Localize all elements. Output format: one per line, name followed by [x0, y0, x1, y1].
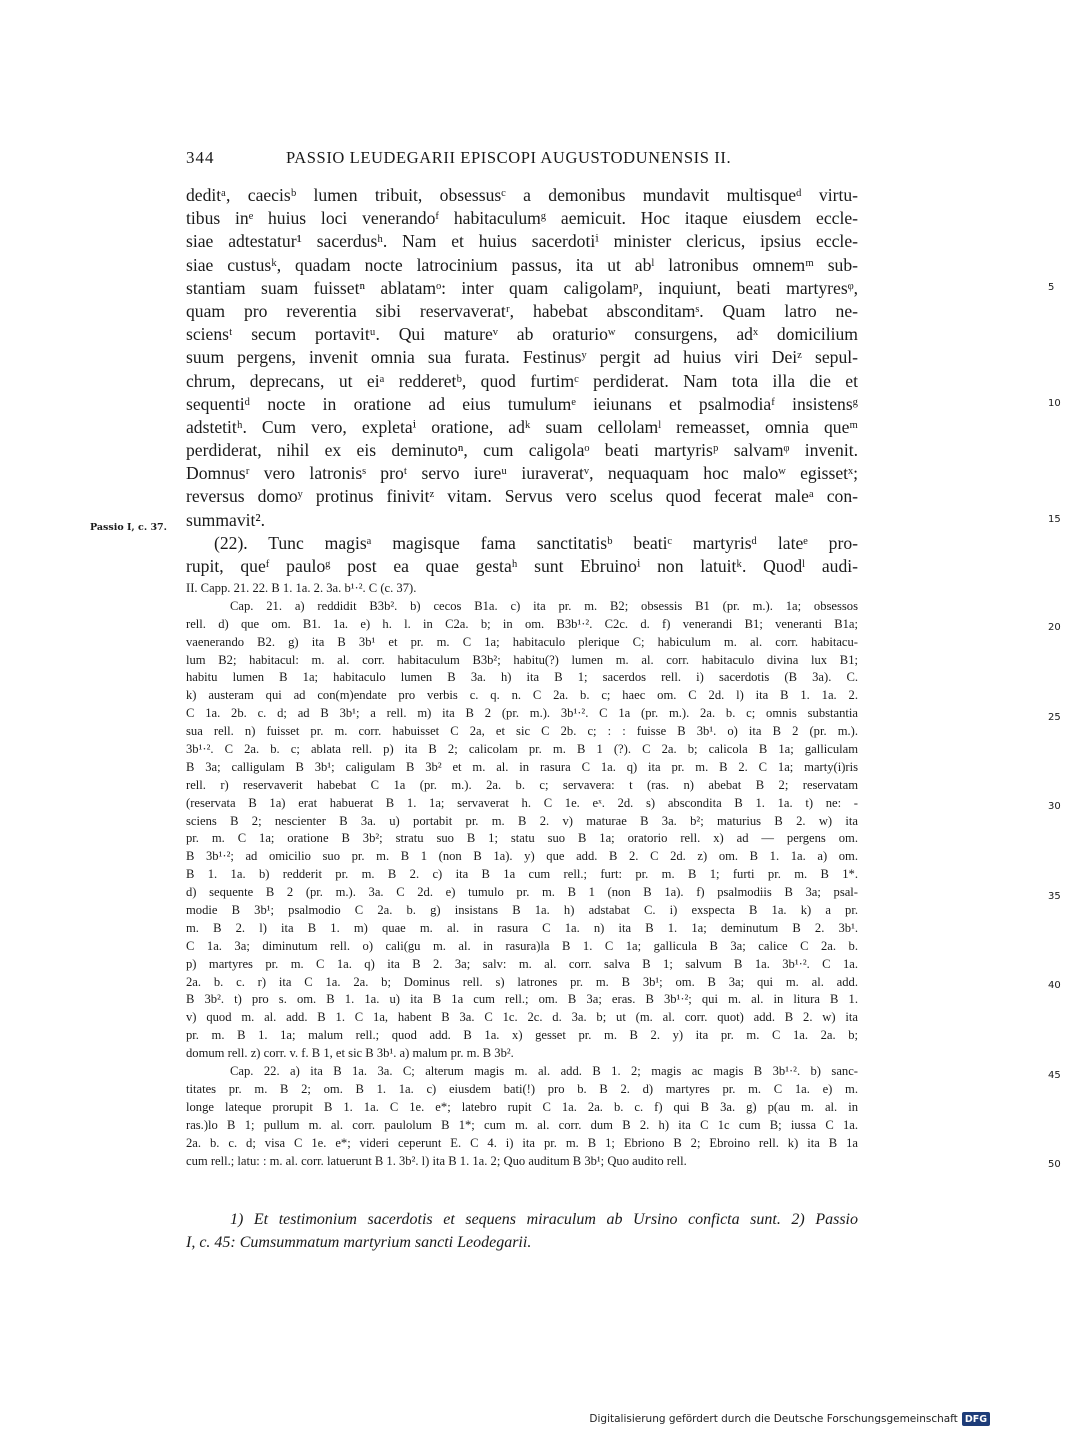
text-line: Domnusʳ vero latronisˢ proᵗ servo iureᵘ iuraveratᵛ, nequaquam hoc maloʷ egissetˣ; [186, 463, 858, 484]
line-number: 50 [1048, 1159, 1061, 1170]
dfg-logo-icon: DFG [962, 1412, 990, 1426]
line-number: 40 [1048, 980, 1061, 991]
apparatus-line: titates pr. m. B 2; om. B 1. 1a. c) eiusdem bati(!) pro b. B 2. d) martyres pr. m. C 1a. e) m. [186, 1081, 858, 1096]
apparatus-line: Cap. 22. a) ita B 1a. 3a. C; alterum magis m. al. add. B 1. 2; magis ac magis B 3b¹·². b) sanc- [230, 1064, 858, 1079]
margin-note: Passio I, c. 37. [90, 522, 167, 533]
apparatus-line: lum B2; habitacul: m. al. corr. habitaculum B3b²; habitu(?) lumen m. al. corr. habitaculo divina lux B1; [186, 652, 858, 667]
apparatus-line: C 1a. 2b. c. d; ad B 3b¹; a rell. m) ita B 2 (pr. m.). 3b¹·². C 1a (pr. m.). 2a. b. c; omnis substantia [186, 706, 858, 721]
digitization-footer [589, 1412, 990, 1426]
apparatus-line: rell. r) reservaverit habebat C 1a (pr. m.). 2a. b. c; servavera: t (ras. n) abebat B 2; reservatam [186, 777, 858, 792]
page-header [186, 148, 852, 172]
apparatus-line: sua rell. n) fuisset pr. m. corr. habuisset C 2a, et sic C 2b. c; : : fuisse B 3b¹. o) ita B 2 (pr. m.). [186, 724, 858, 739]
running-title: PASSIO LEUDEGARII EPISCOPI AUGUSTODUNENSIS II. [286, 148, 732, 167]
text-line: quam pro reverentia sibi reservaveratʳ, habebat absconditamˢ. Quam latro ne- [186, 300, 858, 321]
apparatus-line: 3b¹·². C 2a. b. c; ablata rell. p) ita B 2; calicolam pr. m. B 1 (?). C 2a. b; calicola B 1a; galliculam [186, 742, 858, 757]
line-number: 20 [1048, 622, 1061, 633]
apparatus-line: sciens B 2; nescienter B 3a. u) portabit pr. m. B 2. v) maturae B 3a. b²; maturius B 2. w) ita [186, 813, 858, 828]
footnotes [186, 1208, 858, 1254]
apparatus-line: (reservata B 1a) erat habuerat B 1. 1a; servaverat h. C 1e. eˣ. 2d. s) abscondita B 1. 1a. t) ne: - [186, 795, 858, 810]
text-line: summavit². [186, 509, 266, 530]
apparatus-line: B 3b². t) pro s. om. B 1. 1a. u) ita B 1a cum rell.; om. B 3a; eras. B 3b¹·²; qui m. al. in litura B 1. [186, 992, 858, 1007]
text-line: siae custusᵏ, quadam nocte latrocinium passus, ita ut abˡ latronibus omnemᵐ sub- [186, 254, 858, 275]
apparatus-line: m. B 2. l) ita B 1. m) quae m. al. in rasura C 1a. n) ita B 1. 1a; deminutum B 2. 3b¹. [186, 920, 858, 935]
apparatus-line: pr. m. B 1. 1a; malum rell.; quod add. B 1a. x) gesset pr. m. B 2. y) ita pr. m. C 1a. 2a. b; [186, 1028, 858, 1043]
page-number: 344 [186, 148, 215, 167]
text-line: deditᵃ, caecisᵇ lumen tribuit, obsessusᶜ a demonibus mundavit multisqueᵈ virtu- [186, 185, 858, 205]
text-line: siae adtestatur¹ sacerdusʰ. Nam et huius sacerdotiⁱ minister clericus, ipsius eccle- [186, 231, 858, 252]
footnote-line: 1) Et testimonium sacerdotis et sequens miraculum ab Ursino conficta sunt. 2) Passio [230, 1211, 858, 1228]
text-line: chrum, deprecans, ut eiᵃ redderetᵇ, quod furtimᶜ perdiderat. Nam tota illa die et [186, 370, 858, 391]
apparatus-line: longe lateque prorupit B 1. 1a. C 1e. e*; latebro rupit C 1a. 2a. b. c. f) qui B 3a. g) p(au m. al. in [186, 1099, 858, 1114]
apparatus-line: k) austeram qui ad con(m)endate pro verbis c. q. n. C 2a. b. c; haec om. C 2d. l) ita B 1. 1a. 2. [186, 688, 858, 703]
text-line: sequentiᵈ nocte in oratione ad eius tumulumᵉ ieiunans et psalmodiaᶠ insistensᵍ [186, 393, 858, 414]
text-line: adstetitʰ. Cum vero, expletaⁱ oratione, adᵏ suam cellolamˡ remeasset, omnia queᵐ [186, 416, 858, 437]
apparatus-line: pr. m. C 1a; oratione B 3b²; stratu suo B 1; statu suo B 1a; oratorio rell. x) ad — pergens om. [186, 831, 858, 846]
line-number: 5 [1048, 282, 1055, 293]
line-number: 35 [1048, 891, 1061, 902]
text-line: perdiderat, nihil ex eis deminutoⁿ, cum caligolaᵒ beati martyrisᵖ salvamᵠ invenit. [186, 440, 858, 461]
line-number: 10 [1048, 398, 1061, 409]
apparatus-line: II. Capp. 21. 22. B 1. 1a. 2. 3a. b¹·². C (c. 37). [186, 581, 417, 595]
apparatus-line: v) quod m. al. add. B 1. C 1a, habent B 3a. C 1c. 2c. d. 3a. b; ut (m. al. corr. quot) add. B 2. w) ita [186, 1010, 858, 1025]
text-line: rupit, queᶠ pauloᵍ post ea quae gestaʰ sunt Ebruinoⁱ non latuitᵏ. Quodˡ audi- [186, 556, 858, 576]
apparatus-line: B 1. 1a. b) redderit pr. m. B 2. c) ita B 1a cum rell.; furt: pr. m. B 1; furti pr. m. B 1*. [186, 867, 858, 882]
line-number: 25 [1048, 712, 1061, 723]
text-line: tibus inᵉ huius loci venerandoᶠ habitaculumᵍ aemicuit. Hoc itaque eiusdem eccle- [186, 208, 858, 229]
footnote-line: I, c. 45: Cumsummatum martyrium sancti Leodegarii. [186, 1234, 532, 1251]
apparatus-line: rell. d) que om. B1. 1a. e) h. l. in C2a. b; in om. B3b¹·². C2c. d. f) venerandi B1; veneranti B1a; [186, 616, 858, 631]
apparatus-line: cum rell.; latu: : m. al. corr. latuerunt B 1. 3b². l) ita B 1. 1a. 2; Quo auditum B 3b¹; Quo audito rell. [186, 1153, 687, 1168]
apparatus-line: domum rell. z) corr. v. f. B 1, et sic B 3b¹. a) malum pr. m. B 3b². [186, 1046, 514, 1061]
apparatus-line: vaenerando B2. g) ita B 3b¹ et pr. m. C 1a; habitaculo plerique C; habiculum m. al. corr. habitacu- [186, 634, 858, 649]
text-line: sciensᵗ secum portavitᵘ. Qui matureᵛ ab oraturioʷ consurgens, adˣ domicilium [186, 324, 858, 345]
apparatus-line: C 1a. 3a; diminutum rell. o) cali(gu m. al. in rasura)la B 1. C 1a; gallicula B 3a; calice C 2a. b. [186, 938, 858, 953]
apparatus-line: Cap. 21. a) reddidit B3b². b) cecos B1a. c) ita pr. m. B2; obsessis B1 (pr. m.). 1a; obsessos [230, 598, 858, 613]
line-number: 30 [1048, 801, 1061, 812]
apparatus-line: B 3a; calligulam B 3b¹; caligulam B 3b² et m. al. in rasura C 1a. q) ita pr. m. B 2. C 1a; marty(i)ris [186, 759, 858, 774]
footer-text: Digitalisierung gefördert durch die Deutsche Forschungsgemeinschaft [589, 1413, 958, 1425]
text-line: suum pergens, invenit omnia sua furata. Festinusʸ pergit ad huius viri Deiᶻ sepul- [186, 347, 858, 368]
apparatus-line: modie B 3b¹; psalmodio C 2a. b. g) insistans B 1a. h) adstabat C. i) exspecta B 1a. k) a pr. [186, 903, 858, 918]
main-text [186, 184, 1061, 578]
text-line: stantiam suam fuissetⁿ ablatamᵒ: inter quam caligolamᵖ, inquiunt, beati martyresᵠ, [186, 277, 858, 298]
apparatus-line: 2a. b. c. d; visa C 1e. e*; videri ceperunt E. C 4. i) ita pr. m. B 1; Ebriono B 2; Ebroino rell. k) ita B 1a [186, 1135, 858, 1150]
apparatus-line: p) martyres pr. m. C 1a. q) ita B 2. 3a; salv: m. al. corr. salva B 1; salvum B 1a. 3b¹·². C 1a. [186, 956, 858, 971]
apparatus-line: habitu lumen B 1a; habitaculo lumen B 3a. h) ita B 1; sacerdos rell. i) sacerdotis (B 3a). C. [186, 670, 858, 685]
line-number: 15 [1048, 514, 1061, 525]
apparatus-line: ras.)lo B 1; pullum m. al. corr. paulolum B 1*; cum m. al. corr. dum B 2. h) ita C 1c cum B; iussa C 1a. [186, 1117, 858, 1132]
apparatus-line: d) sequente B 2 (pr. m.). 3a. C 2d. e) tumulo pr. m. B 1 (non B 1a). f) psalmodiis B 3a; psal- [186, 885, 858, 900]
text-line: reversus domoʸ protinus finivitᶻ vitam. Servus vero scelus quod fecerat maleᵃ con- [186, 486, 858, 507]
apparatus-line: 2a. b. c. r) ita C 1a. 2a. b; Dominus rell. s) latrones pr. m. B 3b¹; om. B 3a; qui m. al. add. [186, 974, 858, 989]
critical-apparatus [186, 580, 1061, 1170]
line-number: 45 [1048, 1070, 1061, 1081]
text-line: (22). Tunc magisᵃ magisque fama sanctitatisᵇ beatiᶜ martyrisᵈ lateᵉ pro- [214, 532, 858, 553]
apparatus-line: B 3b¹·²; ad omicilio suo pr. m. B 1 (non B 1a). y) que add. B 2. C 2d. z) om. B 1. 1a. a) om. [186, 849, 858, 864]
